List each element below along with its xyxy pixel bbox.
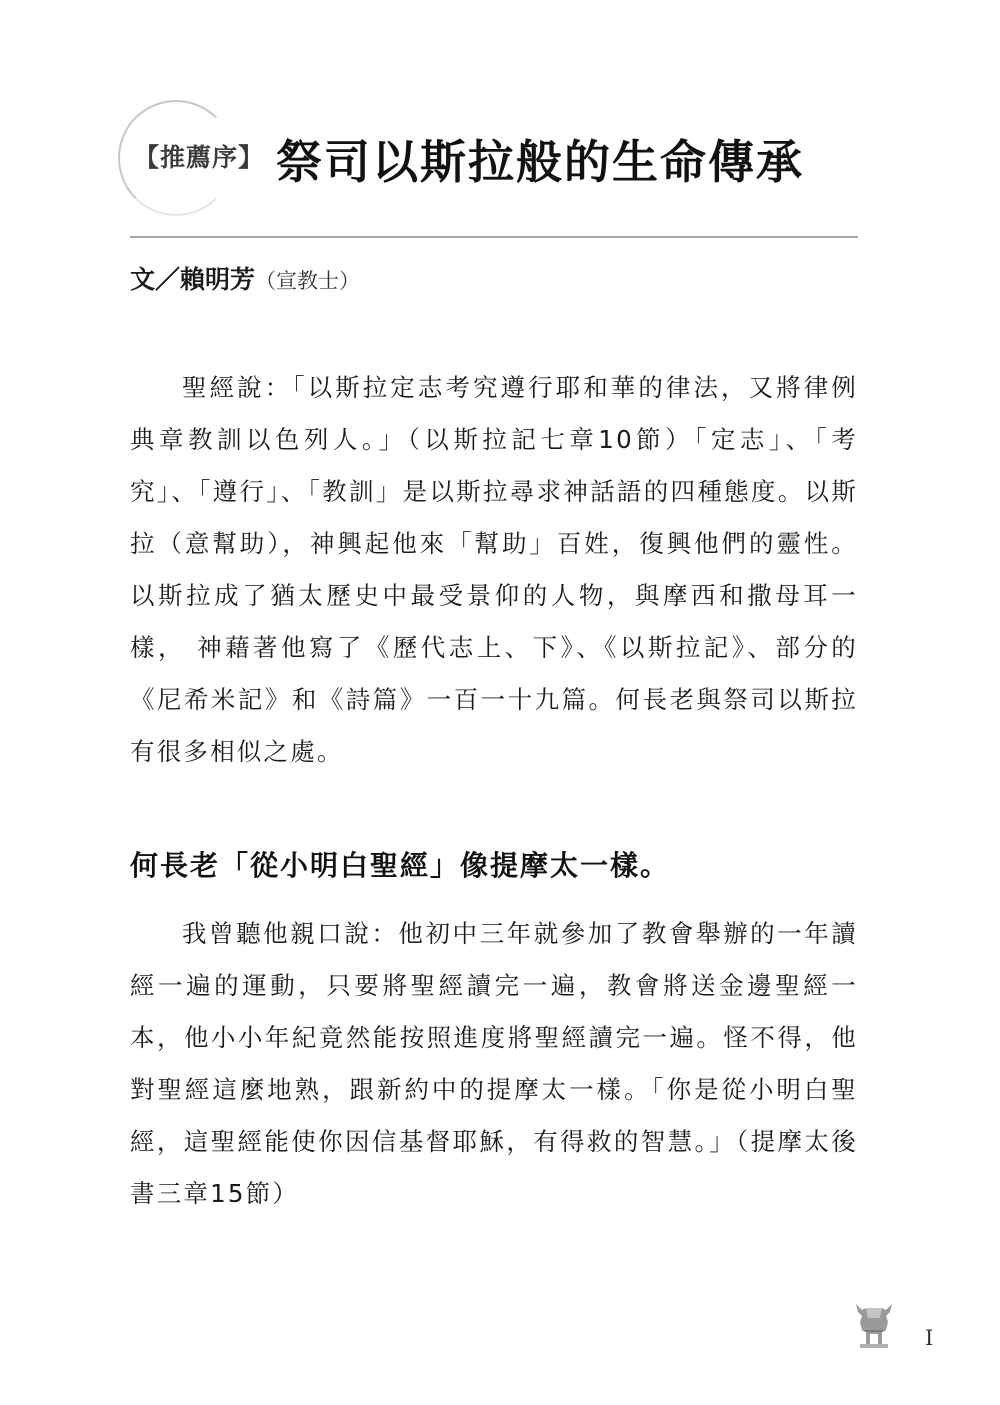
byline-role: （宣教士） [255, 269, 361, 293]
section-tag: 【推薦序】 [134, 143, 265, 172]
paragraph-section: 我曾聽他親口說：他初中三年就參加了教會舉辦的一年讀經一遍的運動，只要將聖經讀完一遍，教會將送金邊聖經一本，他小小年紀竟然能按照進度將聖經讀完一遍。怪不得，他對聖經這麼地熟，跟新約中的提摩太一樣。「你是從小明白聖經，這聖經能使你因信基督耶穌，有得救的智慧。」（提摩太後書三章15節） [130, 919, 858, 1208]
ox-statue-logo-icon [852, 1298, 896, 1352]
byline [130, 260, 360, 296]
title-divider [130, 236, 858, 238]
page-title: 祭司以斯拉般的生命傳承 [276, 135, 804, 189]
paragraph-intro: 聖經說：「以斯拉定志考究遵行耶和華的律法，又將律例典章教訓以色列人。」（以斯拉記七章10節）「定志」、「考究」、「遵行」、「教訓」是以斯拉尋求神話語的四種態度。以斯拉（意幫助），神興起他來「幫助」百姓，復興他們的靈性。以斯拉成了猶太歷史中最受景仰的人物，與摩西和撒母耳一樣， 神藉著他寫了《歷代志上、下》、《以斯拉記》、部分的《尼希米記》和《詩篇》一百一十九篇。何長老與祭司以斯拉有很多相似之處。 [130, 373, 858, 766]
byline-author: 文／賴明芳 [130, 265, 256, 294]
section-heading: 何長老「從小明白聖經」像提摩太一樣。 [130, 849, 671, 882]
page-number: I [925, 1326, 934, 1350]
